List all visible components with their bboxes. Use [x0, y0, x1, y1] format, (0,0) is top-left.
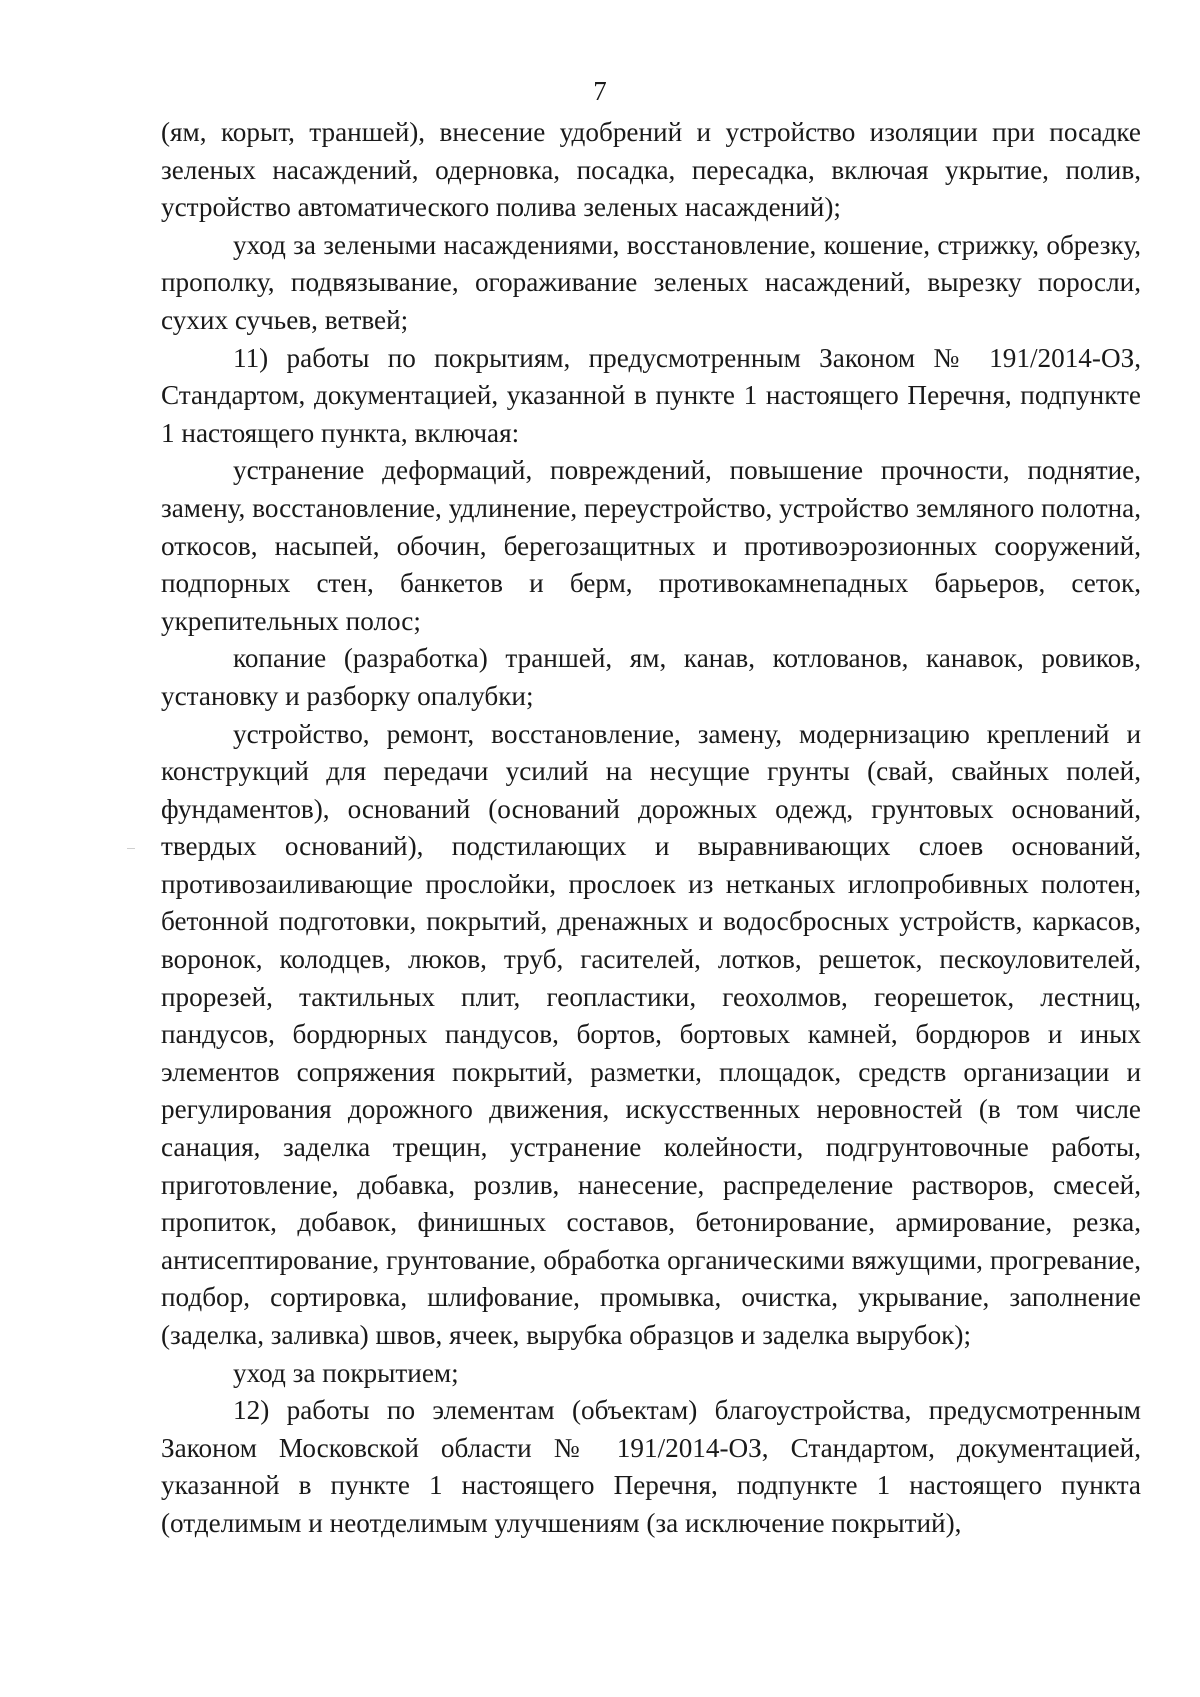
paragraph-deformation-repair: устранение деформаций, повреждений, повышение прочности, поднятие, замену, восстановление, удлинение, переустройство, устройство земляного полотна, откосов, насыпей, обочин, берегозащитных и противоэрозионных сооружений, подпорных стен, банкетов и берм, противокамнепадных барьеров, сеток, укрепительных полос;	[161, 455, 1141, 636]
paragraph-excavation: копание (разработка) траншей, ям, канав, котлованов, канавок, ровиков, установку и разборку опалубки;	[161, 643, 1141, 711]
paragraph-coating-care: уход за покрытием;	[233, 1357, 459, 1388]
paragraph-green-care: уход за зелеными насаждениями, восстановление, кошение, стрижку, обрезку, прополку, подвязывание, огораживание зеленых насаждений, вырезку поросли, сухих сучьев, ветвей;	[161, 229, 1141, 335]
paragraph-item-12: 12) работы по элементам (объектам) благоустройства, предусмотренным Законом Московской области № 191/2014-ОЗ, Стандартом, документацией, указанной в пункте 1 настоящего Перечня, подпункте 1 настоящего пункта (отделимым и неотделимым улучшениям (за исключение покрытий),	[161, 1395, 1141, 1538]
paragraph-planting-continuation: (ям, корыт, траншей), внесение удобрений и устройство изоляции при посадке зеленых насаждений, одерновка, посадка, пересадка, включая укрытие, полив, устройство автоматического полива зеленых насаждений);	[161, 117, 1141, 223]
page-number: 7	[593, 76, 607, 106]
paragraph-item-11: 11) работы по покрытиям, предусмотренным Законом № 191/2014-ОЗ, Стандартом, документацией, указанной в пункте 1 настоящего Перечня, подпункте 1 настоящего пункта, включая:	[161, 342, 1141, 448]
body-text	[161, 114, 1141, 1543]
paragraph-construction-works: устройство, ремонт, восстановление, замену, модернизацию креплений и конструкций для передачи усилий на несущие грунты (свай, свайных полей, фундаментов), оснований (оснований дорожных одежд, грунтовых оснований, твердых оснований), подстилающих и выравнивающих слоев оснований, противозаиливающие прослойки, прослоек из нетканых иглопробивных полотен, бетонной подготовки, покрытий, дренажных и водосбросных устройств, каркасов, воронок, колодцев, люков, труб, гасителей, лотков, решеток, пескоуловителей, прорезей, тактильных плит, геопластики, геохолмов, георешеток, лестниц, пандусов, бордюрных пандусов, бортов, бортовых камней, бордюров и иных элементов сопряжения покрытий, разметки, площадок, средств организации и регулирования дорожного движения, искусственных неровностей (в том числе санация, заделка трещин, устранение колейности, подгрунтовочные работы, приготовление, добавка, розлив, нанесение, распределение растворов, смесей, пропиток, добавок, финишных составов, бетонирование, армирование, резка, антисептирование, грунтование, обработка органическими вяжущими, прогревание, подбор, сортировка, шлифование, промывка, очистка, укрывание, заполнение (заделка, заливка) швов, ячеек, вырубка образцов и заделка вырубок);	[161, 718, 1141, 1350]
margin-mark	[127, 848, 135, 849]
